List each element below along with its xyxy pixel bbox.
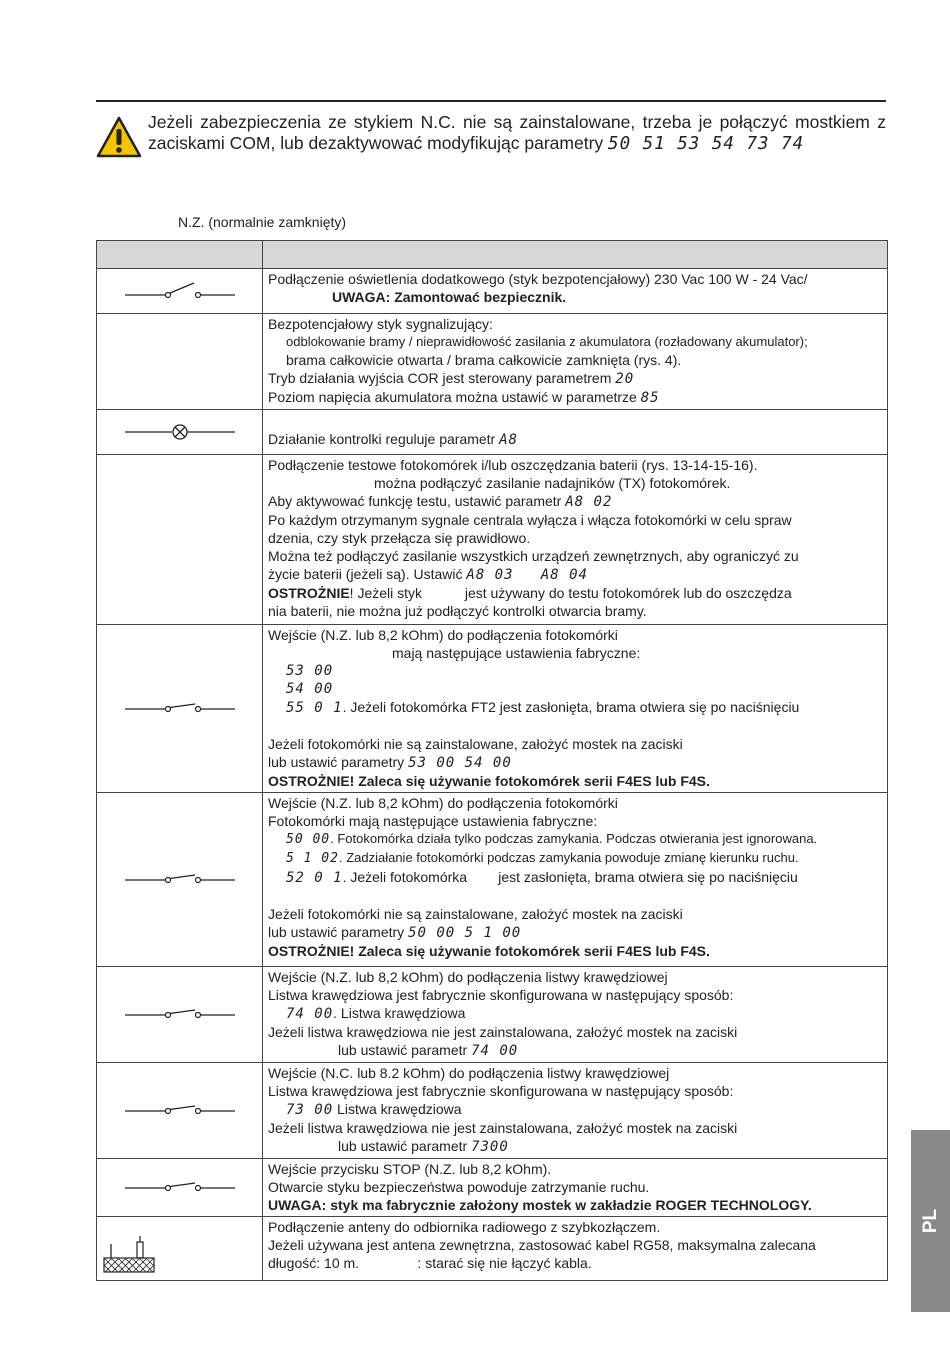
table-row xyxy=(97,967,888,1063)
no-contact-switch-icon xyxy=(120,1005,240,1025)
table-row xyxy=(97,410,888,455)
table-caption: N.Z. (normalnie zamknięty) xyxy=(178,214,347,230)
top-rule xyxy=(96,100,886,102)
row-text: Wejście (N.Z. lub 8,2 kOhm) do podłączenia listwy krawędziowej Listwa krawędziowa jest fabrycznie skonfigurowana w następujący sposób: 74 00. Listwa krawędziowa Jeżeli listwa krawędziowa nie jest zainstalowana, założyć mostek na zaciski lub ustawić parametr 74 00 xyxy=(263,967,888,1063)
table-row xyxy=(97,1159,888,1217)
no-contact-switch-icon xyxy=(120,1101,240,1121)
no-contact-switch-icon xyxy=(120,1178,240,1198)
table-row xyxy=(97,625,888,793)
no-contact-switch-icon xyxy=(120,699,240,719)
table-row xyxy=(97,793,888,967)
warning-text: Jeżeli zabezpieczenia ze stykiem N.C. nie są zainstalowane, trzeba je połączyć mostkiem z zaciskami COM, lub dezaktywować modyfikując parametry 50 51 53 54 73 74 xyxy=(148,112,886,154)
lamp-icon xyxy=(120,422,240,442)
table-row xyxy=(97,314,888,410)
row-text: Podłączenie oświetlenia dodatkowego (styk bezpotencjałowy) 230 Vac 100 W - 24 Vac/ UWAGA: Zamontować bezpiecznik. xyxy=(263,269,888,314)
warning-params: 50 51 53 54 73 74 xyxy=(608,134,805,154)
table-row xyxy=(97,455,888,625)
row-text: Działanie kontrolki reguluje parametr A8 xyxy=(263,410,888,455)
row-text: Wejście (N.C. lub 8.2 kOhm) do podłączenia listwy krawędziowej Listwa krawędziowa jest fabrycznie skonfigurowana w następujący sposób: 73 00 Listwa krawędziowa Jeżeli listwa krawędziowa nie jest zainstalowana, założyć mostek na zaciski lub ustawić parametr 7300 xyxy=(263,1063,888,1159)
row-text: Wejście (N.Z. lub 8,2 kOhm) do podłączenia fotokomórki mają następujące ustawienia fabryczne: 53 00 54 00 55 0 1. Jeżeli fotokomórka FT2 jest zasłonięta, brama otwiera się po naciśnięciu Jeżeli fotokomórki nie są zainstalowane, założyć mostek na zaciski lub ustawić parametry 53 00 54 00 OSTROŻNIE! Zaleca się używanie fotokomórek serii F4ES lub F4S. xyxy=(263,625,888,793)
row-text: Podłączenie testowe fotokomórek i/lub oszczędzania baterii (rys. 13-14-15-16). można podłączyć zasilanie nadajników (TX) fotokomórek. Aby aktywować funkcję testu, ustawić parametr A8 02 Po każdym otrzymanym sygnale centrala wyłącza i włącza fotokomórki w celu spraw dzenia, czy styk przełącza się prawidłowo. Można też podłączyć zasilanie wszystkich urządzeń zewnętrznych, aby ograniczyć zu życie baterii (jeżeli są). Ustawić A8 03 A8 04 OSTROŻNIE! Jeżeli styk jest używany do testu fotokomórek lub do oszczędza nia baterii, nie można już podłączyć kontrolki otwarcia bramy. xyxy=(263,455,888,625)
terminal-table xyxy=(96,240,888,1281)
language-tab: PL xyxy=(911,1130,950,1312)
table-row xyxy=(97,1217,888,1281)
no-contact-switch-icon xyxy=(120,870,240,890)
no-contact-switch-icon xyxy=(120,281,240,301)
row-text: Podłączenie anteny do odbiornika radiowego z szybkozłączem. Jeżeli używana jest antena zewnętrzna, zastosować kabel RG58, maksymalna zalecana długość: 10 m. : starać się nie łączyć kabla. xyxy=(263,1217,888,1281)
row-text: Bezpotencjałowy styk sygnalizujący: odblokowanie bramy / nieprawidłowość zasilania z akumulatora (rozładowany akumulator); brama całkowicie otwarta / brama całkowicie zamknięta (rys. 4). Tryb działania wyjścia COR jest sterowany parametrem 20 Poziom napięcia akumulatora można ustawić w parametrze 85 xyxy=(263,314,888,410)
table-row xyxy=(97,269,888,314)
row-text: Wejście (N.Z. lub 8,2 kOhm) do podłączenia fotokomórki Fotokomórki mają następujące ustawienia fabryczne: 50 00. Fotokomórka działa tylko podczas zamykania. Podczas otwierania jest ignorowana. 5 1 02. Zadziałanie fotokomórki podczas zamykania powoduje zmianę kierunku ruchu. 52 0 1. Jeżeli fotokomórka jest zasłonięta, brama otwiera się po naciśnięciu Jeżeli fotokomórki nie są zainstalowane, założyć mostek na zaciski lub ustawić parametry 50 00 5 1 00 OSTROŻNIE! Zaleca się używanie fotokomórek serii F4ES lub F4S. xyxy=(263,793,888,967)
row-text: Wejście przycisku STOP (N.Z. lub 8,2 kOhm). Otwarcie styku bezpieczeństwa powoduje zatrzymanie ruchu. UWAGA: styk ma fabrycznie założony mostek w zakładzie ROGER TECHNOLOGY. xyxy=(263,1159,888,1217)
warning-triangle-icon xyxy=(96,116,142,158)
table-header-row xyxy=(97,241,888,269)
antenna-icon xyxy=(101,1234,157,1274)
table-row xyxy=(97,1063,888,1159)
